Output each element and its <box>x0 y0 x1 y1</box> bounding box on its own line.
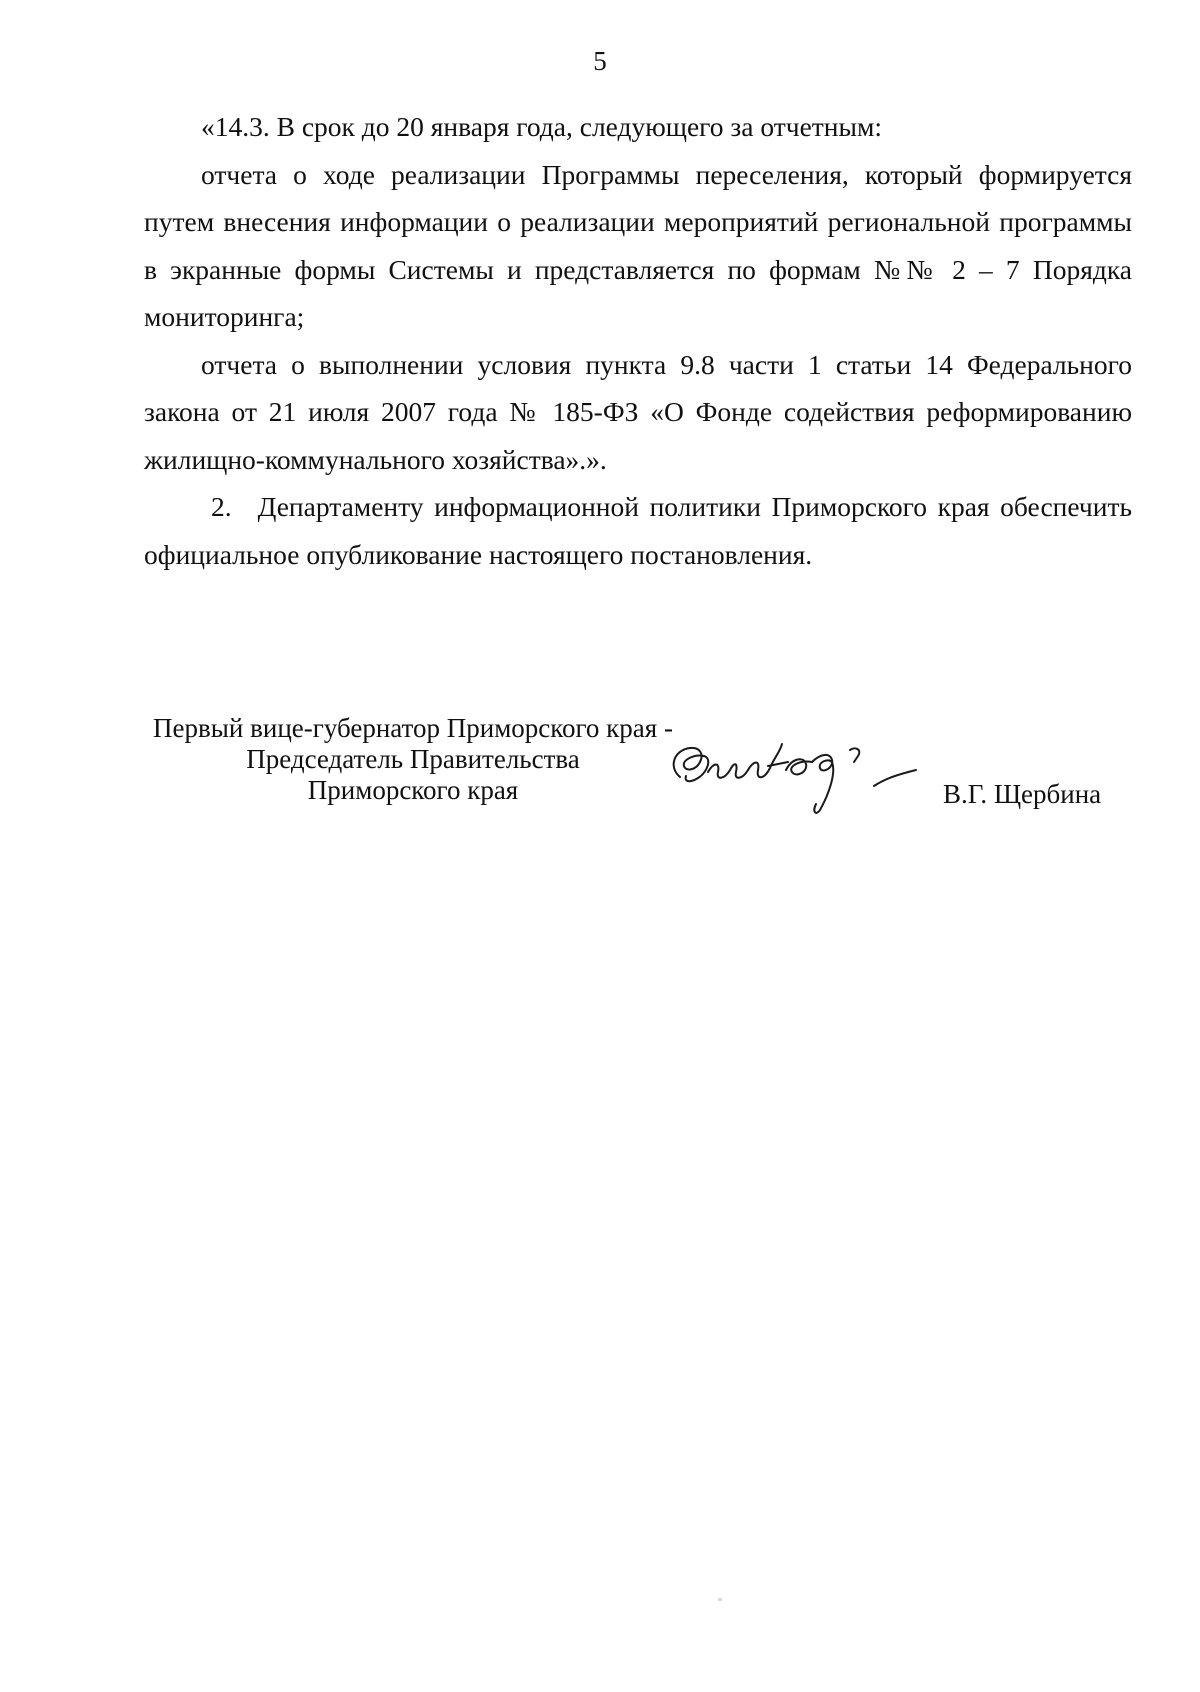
handwritten-signature <box>660 732 950 832</box>
document-body <box>144 103 1132 578</box>
paragraph-item-2 <box>144 483 1132 578</box>
item-text: Департаменту информационной политики Приморского края обеспечить официальное опубликование настоящего постановления. <box>144 491 1132 570</box>
item-number: 2. <box>211 491 232 522</box>
signatory-title-line-3: Приморского края <box>307 775 519 805</box>
paragraph-condition-report: отчета о выполнении условия пункта 9.8 части 1 статьи 14 Федерального закона от 21 июля 2007 года № 185-ФЗ «О Фонде содействия реформированию жилищно-коммунального хозяйства».». <box>144 348 1132 475</box>
page-number: 5 <box>593 46 607 76</box>
signatory-name: В.Г. Щербина <box>943 779 1102 809</box>
signatory-title-line-1: Первый вице-губернатор Приморского края - <box>153 713 673 743</box>
signatory-title-block <box>133 713 693 806</box>
paragraph-clause-14-3: «14.3. В срок до 20 января года, следующего за отчетным: <box>201 111 883 142</box>
paragraph-resettlement-report: отчета о ходе реализации Программы переселения, который формируется путем внесения информации о реализации мероприятий региональной программы в экранные формы Системы и представляется по формам №№ 2 – 7 Порядка мониторинга; <box>144 158 1132 332</box>
scan-speck <box>718 1598 722 1601</box>
signatory-title-line-2: Председатель Правительства <box>246 744 580 774</box>
